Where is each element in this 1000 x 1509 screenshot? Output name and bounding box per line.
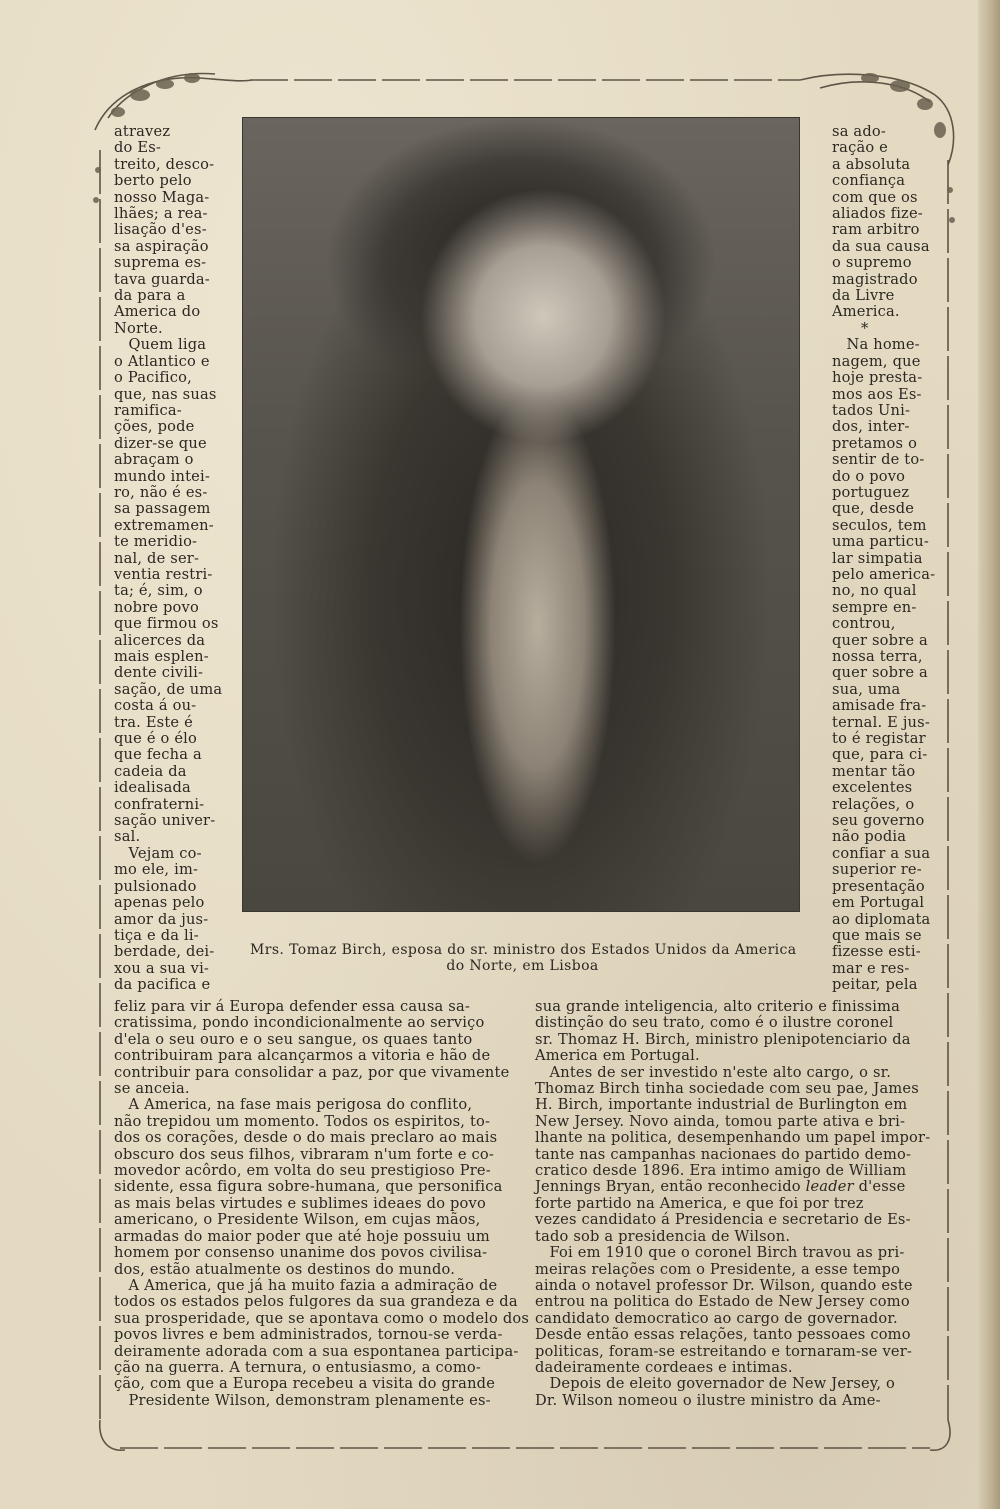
bottom-right-column-text [535,999,930,1409]
bottom-left-column-text: feliz para vir á Europa defender essa causa sa- cratissima, pondo incondicionalmente ao serviço d'ela o seu ouro e o seu sangue, os quaes tanto contribuiram para alcançarmos a vitoria e hão de contribuir para consolidar a paz, por que vivamente se anceia. A America, na fase mais perigosa do conflito, não trepidou um momento. Todos os espiritos, to- dos os corações, desde o do mais preclaro ao mais obscuro dos seus filhos, vibraram n'um forte e co- movedor acôrdo, em volta do seu prestigioso Pre- sidente, essa figura sobre-humana, que personifica as mais belas virtudes e sublimes ideaes do povo americano, o Presidente Wilson, em cujas mãos, armadas do maior poder que até hoje possuiu um homem por consenso unanime dos povos civilisa- dos, estão atualmente os destinos do mundo. A America, que já ha muito fazia a admiração de todos os estados pelos fulgores da sua grandeza e da sua prosperidade, que se apontava como o modelo dos povos livres e bem administrados, tornou-se verda- deiramente adorada com a sua espontanea participa- ção na guerra. A ternura, o entusiasmo, a como- ção, com que a Europa recebeu a visita do grande Presidente Wilson, demonstram plenamente es- [114,998,530,1409]
bottom-right-text-part1: sua grande inteligencia, alto criterio e finissima distinção do seu trato, como é o ilustre coronel sr. Thomaz H. Birch, ministro plenipotenciario da America em Portugal. Antes de ser investido n'este alto cargo, o sr. Thomaz Birch tinha sociedade com seu pae, James H. Birch, importante industrial de Burlington em New Jersey. Novo ainda, tomou parte ativa e bri- lhante na politica, desempenhando um papel impor- tante nas campanhas nacionaes do partido demo- cratico desde 1896. Era intimo amigo de William Jennings Bryan, então reconhecido [535,998,931,1196]
right-column-text: sa ado- ração e a absoluta confiança com que os aliados fize- ram arbitro da sua causa o supremo magistrado da Livre America. * Na home- nagem, que hoje presta- mos aos Es- tados Uni- dos, inter- pretamos o sentir de to- do o povo portuguez que, desde seculos, tem uma particu- lar simpatia pelo america- no, no qual sempre en- controu, quer sobre a nossa terra, quer sobre a sua, uma amisade fra- ternal. E jus- to é registar que, para ci- mentar tão excelentes relações, o seu governo não podia confiar a sua superior re- presentação em Portugal ao diplomata que mais se fizesse esti- mar e res- peitar, pela [832,123,936,994]
bottom-right-text-part2: d'esse forte partido na America, e que foi por trez vezes candidato á Presidencia e secretario de Es- tado sob a presidencia de Wilson. Foi em 1910 que o coronel Birch travou as pri- meiras relações com o Presidente, a esse tempo ainda o notavel professor Dr. Wilson, quando este entrou na politica do Estado de New Jersey como candidato democratico ao cargo de governador. Desde então essas relações, tanto pessoaes como politicas, foram-se estreitando e tornaram-se ver- dadeiramente cordeaes e intimas. Depois de eleito governador de New Jersey, o Dr. Wilson nomeou o ilustre ministro da Ame- [535,1178,913,1409]
portrait-photo [243,118,799,911]
left-column-text: atravez do Es- treito, desco- berto pelo nosso Maga- lhães; a rea- lisação d'es- sa aspiração suprema es- tava guarda- da para a America do Norte. Quem liga o Atlantico e o Pacifico, que, nas suas ramifica- ções, pode dizer-se que abraçam o mundo intei- ro, não é es- sa passagem extremamen- te meridio- nal, de ser- ventia restri- ta; é, sim, o nobre povo que firmou os alicerces da mais esplen- dente civili- sação, de uma costa á ou- tra. Este é que é o élo que fecha a cadeia da idealisada confraterni- sação univer- sal. Vejam co- mo ele, im- pulsionado apenas pelo amor da jus- tiça e da li- berdade, dei- xou a sua vi- da pacifica e [114,123,223,994]
leader-italic-word: leader [805,1178,854,1196]
photo-caption [250,942,795,974]
caption-text: Mrs. Tomaz Birch, esposa do sr. ministro dos Estados Unidos da America do Norte, em Lisboa [250,942,797,974]
